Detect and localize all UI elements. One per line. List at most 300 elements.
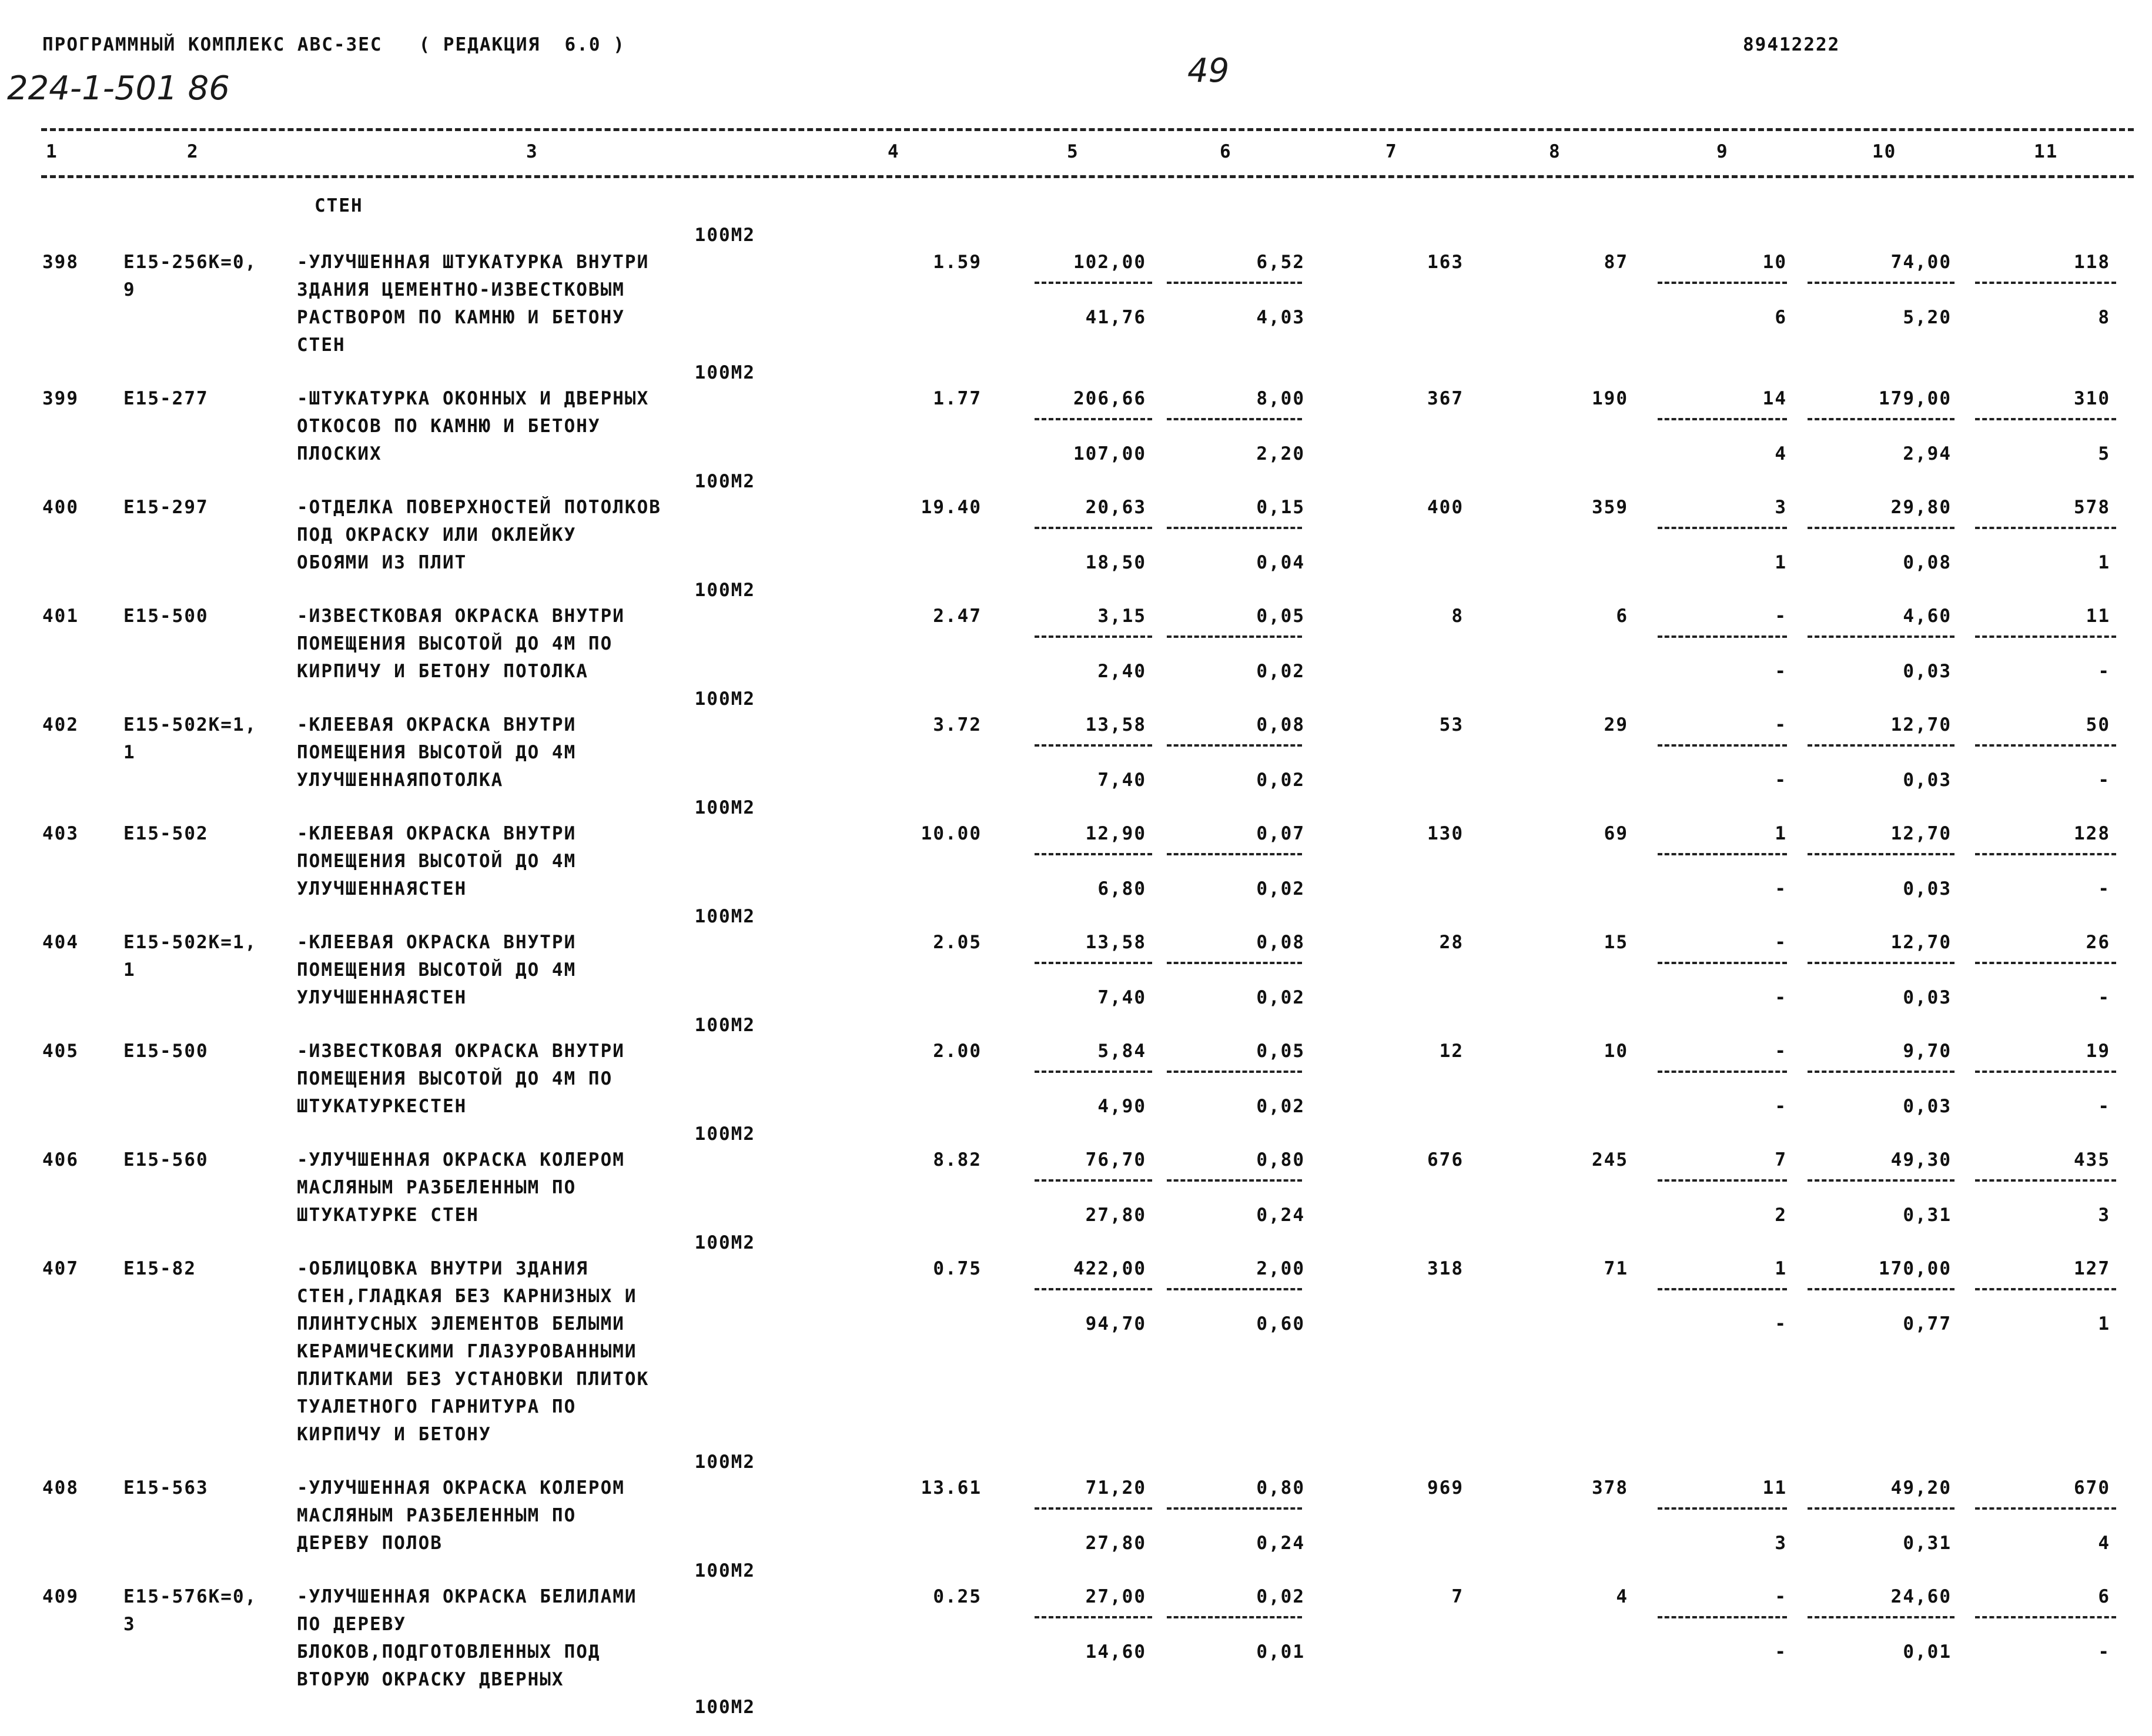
total-wage-value: 87 xyxy=(1604,252,1628,273)
continued-description: СТЕН xyxy=(314,195,363,216)
unit-machine-wage-value: 0,02 xyxy=(1256,1096,1305,1117)
unit-machine-wage-value: 0,02 xyxy=(1256,770,1305,791)
column-header: 3 xyxy=(526,141,538,162)
labor-machinist-unit-value: 5,20 xyxy=(1903,307,1952,328)
resource-code: Е15-297 xyxy=(123,497,209,518)
unit-wage-value: 2,40 xyxy=(1097,661,1146,682)
handwritten-page-number: 49 xyxy=(1187,52,1230,90)
quantity-value: 2.05 xyxy=(933,932,982,953)
quantity-value: 13.61 xyxy=(921,1477,982,1498)
row-number: 403 xyxy=(42,823,79,844)
column-header: 5 xyxy=(1067,141,1079,162)
labor-unit-value: 74,00 xyxy=(1890,252,1952,273)
work-description-line: ПОМЕЩЕНИЯ ВЫСОТОЙ ДО 4М xyxy=(297,959,577,981)
row-number: 399 xyxy=(42,388,79,409)
labor-unit-value: 49,30 xyxy=(1890,1149,1952,1170)
machine-wage-total-value: 1 xyxy=(1775,552,1787,573)
labor-machinist-unit-value: 0,08 xyxy=(1903,552,1952,573)
work-description-line: ПОД ОКРАСКУ ИЛИ ОКЛЕЙКУ xyxy=(297,524,577,546)
resource-code: Е15-502 xyxy=(123,823,209,844)
labor-total-value: 6 xyxy=(2098,1586,2110,1607)
quantity-value: 10.00 xyxy=(921,823,982,844)
cost-separator xyxy=(1035,1616,1152,1618)
work-description-line: ВТОРУЮ ОКРАСКУ ДВЕРНЫХ xyxy=(297,1669,564,1690)
labor-separator xyxy=(1808,1616,1954,1618)
labor-machinist-unit-value: 0,01 xyxy=(1903,1641,1952,1663)
work-description-line: МАСЛЯНЫМ РАЗБЕЛЕННЫМ ПО xyxy=(297,1505,577,1526)
machine-total-value: 1 xyxy=(1775,1258,1787,1279)
labor-separator xyxy=(1808,1288,1954,1290)
column-header: 8 xyxy=(1549,141,1561,162)
cost-separator xyxy=(1035,1179,1152,1182)
total-cost-value: 8 xyxy=(1451,606,1464,627)
total-wage-value: 10 xyxy=(1604,1041,1628,1062)
labor-separator xyxy=(1808,527,1954,529)
machine-wage-total-value: 2 xyxy=(1775,1205,1787,1226)
cost-separator xyxy=(1035,418,1152,420)
machine-separator xyxy=(1167,282,1302,284)
work-description-line: РАСТВОРОМ ПО КАМНЮ И БЕТОНУ xyxy=(297,307,625,328)
total-wage-value: 190 xyxy=(1592,388,1628,409)
labor-total-separator xyxy=(1975,1179,2116,1182)
row-number: 409 xyxy=(42,1586,79,1607)
resource-code: Е15-277 xyxy=(123,388,209,409)
labor-separator xyxy=(1808,635,1954,638)
machine-separator xyxy=(1167,1288,1302,1290)
machine-total-value: 7 xyxy=(1775,1149,1787,1170)
unit-machine-value: 0,05 xyxy=(1256,1041,1305,1062)
machine-wage-total-value: 4 xyxy=(1775,443,1787,464)
column-header: 11 xyxy=(2034,141,2059,162)
quantity-value: 1.77 xyxy=(933,388,982,409)
unit-machine-value: 0,15 xyxy=(1256,497,1305,518)
work-description-line: -КЛЕЕВАЯ ОКРАСКА ВНУТРИ xyxy=(297,823,577,844)
unit-label: 100М2 xyxy=(694,362,755,383)
resource-code: Е15-502К=1, xyxy=(123,714,257,735)
labor-machinist-total-value: 1 xyxy=(2098,1313,2110,1334)
unit-label: 100М2 xyxy=(694,906,755,927)
labor-total-separator xyxy=(1975,635,2116,638)
total-wage-value: 71 xyxy=(1604,1258,1628,1279)
column-header: 10 xyxy=(1872,141,1897,162)
work-description-line: УЛУЧШЕННАЯСТЕН xyxy=(297,878,467,899)
total-wage-value: 4 xyxy=(1616,1586,1628,1607)
labor-machinist-total-value: 3 xyxy=(2098,1205,2110,1226)
machine-total-separator xyxy=(1658,962,1787,964)
labor-machinist-total-value: - xyxy=(2098,661,2110,682)
machine-total-value: - xyxy=(1775,932,1787,953)
labor-machinist-unit-value: 0,77 xyxy=(1903,1313,1952,1334)
machine-total-separator xyxy=(1658,418,1787,420)
work-description-line: КИРПИЧУ И БЕТОНУ xyxy=(297,1424,491,1445)
work-description-line: КИРПИЧУ И БЕТОНУ ПОТОЛКА xyxy=(297,661,588,682)
unit-cost-value: 102,00 xyxy=(1073,252,1146,273)
machine-wage-total-value: - xyxy=(1775,1641,1787,1663)
machine-total-separator xyxy=(1658,1179,1787,1182)
unit-cost-value: 71,20 xyxy=(1085,1477,1146,1498)
total-wage-value: 245 xyxy=(1592,1149,1628,1170)
machine-separator xyxy=(1167,635,1302,638)
work-description-line: ПОМЕЩЕНИЯ ВЫСОТОЙ ДО 4М ПО xyxy=(297,633,613,654)
column-header: 9 xyxy=(1716,141,1729,162)
labor-total-separator xyxy=(1975,962,2116,964)
unit-cost-value: 5,84 xyxy=(1097,1041,1146,1062)
machine-separator xyxy=(1167,1071,1302,1073)
total-wage-value: 359 xyxy=(1592,497,1628,518)
unit-machine-wage-value: 0,04 xyxy=(1256,552,1305,573)
unit-wage-value: 7,40 xyxy=(1097,987,1146,1008)
unit-machine-value: 8,00 xyxy=(1256,388,1305,409)
resource-code: Е15-500 xyxy=(123,1041,209,1062)
machine-wage-total-value: - xyxy=(1775,987,1787,1008)
labor-unit-value: 24,60 xyxy=(1890,1586,1952,1607)
labor-unit-value: 12,70 xyxy=(1890,932,1952,953)
unit-wage-value: 14,60 xyxy=(1085,1641,1146,1663)
work-description-line: ПОМЕЩЕНИЯ ВЫСОТОЙ ДО 4М ПО xyxy=(297,1068,613,1089)
unit-machine-wage-value: 4,03 xyxy=(1256,307,1305,328)
unit-wage-value: 27,80 xyxy=(1085,1533,1146,1554)
total-wage-value: 29 xyxy=(1604,714,1628,735)
labor-total-value: 310 xyxy=(2074,388,2110,409)
work-description-line: ПО ДЕРЕВУ xyxy=(297,1614,406,1635)
row-number: 402 xyxy=(42,714,79,735)
labor-machinist-unit-value: 0,03 xyxy=(1903,1096,1952,1117)
cost-separator xyxy=(1035,962,1152,964)
labor-total-value: 127 xyxy=(2074,1258,2110,1279)
labor-separator xyxy=(1808,1179,1954,1182)
unit-label: 100М2 xyxy=(694,688,755,710)
machine-wage-total-value: - xyxy=(1775,1313,1787,1334)
total-cost-value: 28 xyxy=(1439,932,1464,953)
work-description-line: -УЛУЧШЕННАЯ ОКРАСКА БЕЛИЛАМИ xyxy=(297,1586,637,1607)
labor-machinist-unit-value: 0,31 xyxy=(1903,1533,1952,1554)
machine-total-separator xyxy=(1658,1616,1787,1618)
unit-wage-value: 107,00 xyxy=(1073,443,1146,464)
unit-wage-value: 7,40 xyxy=(1097,770,1146,791)
work-description-line: УЛУЧШЕННАЯСТЕН xyxy=(297,987,467,1008)
labor-total-separator xyxy=(1975,527,2116,529)
work-description-line: КЕРАМИЧЕСКИМИ ГЛАЗУРОВАННЫМИ xyxy=(297,1341,637,1362)
row-number: 407 xyxy=(42,1258,79,1279)
handwritten-code: 224-1-501 86 xyxy=(7,69,230,108)
total-wage-value: 69 xyxy=(1604,823,1628,844)
machine-total-value: 14 xyxy=(1762,388,1787,409)
unit-label: 100М2 xyxy=(694,1232,755,1253)
total-cost-value: 12 xyxy=(1439,1041,1464,1062)
labor-machinist-unit-value: 2,94 xyxy=(1903,443,1952,464)
unit-machine-wage-value: 0,60 xyxy=(1256,1313,1305,1334)
machine-total-separator xyxy=(1658,1071,1787,1073)
unit-wage-value: 94,70 xyxy=(1085,1313,1146,1334)
unit-label: 100М2 xyxy=(694,1015,755,1036)
unit-label: 100М2 xyxy=(694,471,755,492)
machine-total-value: - xyxy=(1775,714,1787,735)
unit-wage-value: 27,80 xyxy=(1085,1205,1146,1226)
quantity-value: 19.40 xyxy=(921,497,982,518)
unit-machine-wage-value: 0,01 xyxy=(1256,1641,1305,1663)
machine-separator xyxy=(1167,744,1302,747)
row-number: 405 xyxy=(42,1041,79,1062)
work-description-line: ПОМЕЩЕНИЯ ВЫСОТОЙ ДО 4М xyxy=(297,851,577,872)
unit-label: 100М2 xyxy=(694,1451,755,1473)
machine-separator xyxy=(1167,853,1302,855)
total-cost-value: 7 xyxy=(1451,1586,1464,1607)
work-description-line: -ИЗВЕСТКОВАЯ ОКРАСКА ВНУТРИ xyxy=(297,1041,625,1062)
unit-machine-wage-value: 0,24 xyxy=(1256,1533,1305,1554)
labor-total-value: 578 xyxy=(2074,497,2110,518)
unit-cost-value: 3,15 xyxy=(1097,606,1146,627)
row-number: 406 xyxy=(42,1149,79,1170)
machine-wage-total-value: - xyxy=(1775,1096,1787,1117)
work-description-line: ШТУКАТУРКЕ СТЕН xyxy=(297,1205,479,1226)
labor-machinist-total-value: - xyxy=(2098,1641,2110,1663)
cost-separator xyxy=(1035,853,1152,855)
work-description-line: ОБОЯМИ ИЗ ПЛИТ xyxy=(297,552,467,573)
machine-wage-total-value: 3 xyxy=(1775,1533,1787,1554)
labor-machinist-unit-value: 0,03 xyxy=(1903,661,1952,682)
quantity-value: 8.82 xyxy=(933,1149,982,1170)
labor-unit-value: 4,60 xyxy=(1903,606,1952,627)
work-description-line: МАСЛЯНЫМ РАЗБЕЛЕННЫМ ПО xyxy=(297,1177,577,1198)
machine-wage-total-value: 6 xyxy=(1775,307,1787,328)
total-cost-value: 53 xyxy=(1439,714,1464,735)
unit-machine-value: 2,00 xyxy=(1256,1258,1305,1279)
machine-total-value: - xyxy=(1775,1586,1787,1607)
labor-separator xyxy=(1808,282,1954,284)
total-cost-value: 318 xyxy=(1427,1258,1464,1279)
labor-machinist-unit-value: 0,03 xyxy=(1903,770,1952,791)
labor-separator xyxy=(1808,1507,1954,1510)
column-header: 1 xyxy=(46,141,58,162)
labor-machinist-total-value: 1 xyxy=(2098,552,2110,573)
labor-total-value: 670 xyxy=(2074,1477,2110,1498)
resource-code-suffix: 1 xyxy=(123,742,136,763)
machine-wage-total-value: - xyxy=(1775,878,1787,899)
machine-total-separator xyxy=(1658,853,1787,855)
cost-separator xyxy=(1035,1071,1152,1073)
labor-separator xyxy=(1808,418,1954,420)
total-cost-value: 130 xyxy=(1427,823,1464,844)
machine-total-value: 1 xyxy=(1775,823,1787,844)
cost-separator xyxy=(1035,744,1152,747)
machine-total-separator xyxy=(1658,1288,1787,1290)
unit-cost-value: 27,00 xyxy=(1085,1586,1146,1607)
labor-total-separator xyxy=(1975,418,2116,420)
work-description-line: -ОБЛИЦОВКА ВНУТРИ ЗДАНИЯ xyxy=(297,1258,588,1279)
work-description-line: -ИЗВЕСТКОВАЯ ОКРАСКА ВНУТРИ xyxy=(297,606,625,627)
work-description-line: ПЛИНТУСНЫХ ЭЛЕМЕНТОВ БЕЛЫМИ xyxy=(297,1313,625,1334)
quantity-value: 1.59 xyxy=(933,252,982,273)
labor-machinist-total-value: 4 xyxy=(2098,1533,2110,1554)
machine-total-value: - xyxy=(1775,606,1787,627)
labor-total-value: 26 xyxy=(2086,932,2110,953)
unit-machine-value: 0,80 xyxy=(1256,1149,1305,1170)
machine-total-separator xyxy=(1658,744,1787,747)
cost-separator xyxy=(1035,282,1152,284)
work-description-line: СТЕН,ГЛАДКАЯ БЕЗ КАРНИЗНЫХ И xyxy=(297,1286,637,1307)
resource-code: Е15-576К=0, xyxy=(123,1586,257,1607)
machine-separator xyxy=(1167,962,1302,964)
labor-machinist-total-value: - xyxy=(2098,1096,2110,1117)
program-title: ПРОГРАММНЫЙ КОМПЛЕКС АВС-ЗЕС ( РЕДАКЦИЯ 6.0 ) xyxy=(42,34,625,55)
total-cost-value: 163 xyxy=(1427,252,1464,273)
unit-machine-value: 0,80 xyxy=(1256,1477,1305,1498)
labor-unit-value: 170,00 xyxy=(1879,1258,1952,1279)
machine-total-value: 10 xyxy=(1762,252,1787,273)
total-wage-value: 6 xyxy=(1616,606,1628,627)
machine-wage-total-value: - xyxy=(1775,770,1787,791)
unit-machine-value: 0,05 xyxy=(1256,606,1305,627)
unit-machine-wage-value: 0,02 xyxy=(1256,878,1305,899)
work-description-line: ПОМЕЩЕНИЯ ВЫСОТОЙ ДО 4М xyxy=(297,742,577,763)
resource-code-suffix: 9 xyxy=(123,279,136,300)
labor-unit-value: 179,00 xyxy=(1879,388,1952,409)
labor-machinist-total-value: - xyxy=(2098,770,2110,791)
unit-label: 100М2 xyxy=(694,1560,755,1581)
work-description-line: -КЛЕЕВАЯ ОКРАСКА ВНУТРИ xyxy=(297,714,577,735)
machine-separator xyxy=(1167,527,1302,529)
work-description-line: ОТКОСОВ ПО КАМНЮ И БЕТОНУ xyxy=(297,416,601,437)
labor-total-value: 118 xyxy=(2074,252,2110,273)
unit-wage-value: 6,80 xyxy=(1097,878,1146,899)
work-description-line: -КЛЕЕВАЯ ОКРАСКА ВНУТРИ xyxy=(297,932,577,953)
work-description-line: ДЕРЕВУ ПОЛОВ xyxy=(297,1533,443,1554)
labor-total-value: 19 xyxy=(2086,1041,2110,1062)
unit-wage-value: 4,90 xyxy=(1097,1096,1146,1117)
labor-machinist-unit-value: 0,03 xyxy=(1903,987,1952,1008)
labor-total-value: 11 xyxy=(2086,606,2110,627)
labor-machinist-unit-value: 0,03 xyxy=(1903,878,1952,899)
cost-separator xyxy=(1035,1288,1152,1290)
unit-machine-value: 0,08 xyxy=(1256,714,1305,735)
machine-total-value: 11 xyxy=(1762,1477,1787,1498)
cost-separator xyxy=(1035,1507,1152,1510)
labor-total-separator xyxy=(1975,1616,2116,1618)
unit-cost-value: 13,58 xyxy=(1085,714,1146,735)
resource-code-suffix: 1 xyxy=(123,959,136,981)
labor-total-separator xyxy=(1975,282,2116,284)
unit-cost-value: 422,00 xyxy=(1073,1258,1146,1279)
work-description-line: -ОТДЕЛКА ПОВЕРХНОСТЕЙ ПОТОЛКОВ xyxy=(297,497,661,518)
unit-machine-value: 0,08 xyxy=(1256,932,1305,953)
labor-total-separator xyxy=(1975,1507,2116,1510)
resource-code: Е15-502К=1, xyxy=(123,932,257,953)
machine-separator xyxy=(1167,1179,1302,1182)
labor-separator xyxy=(1808,853,1954,855)
row-number: 398 xyxy=(42,252,79,273)
unit-label: 100М2 xyxy=(694,1123,755,1145)
unit-machine-wage-value: 0,24 xyxy=(1256,1205,1305,1226)
labor-total-value: 128 xyxy=(2074,823,2110,844)
unit-label: 100М2 xyxy=(694,225,755,246)
machine-separator xyxy=(1167,1616,1302,1618)
machine-separator xyxy=(1167,418,1302,420)
unit-cost-value: 206,66 xyxy=(1073,388,1146,409)
labor-total-separator xyxy=(1975,744,2116,747)
labor-unit-value: 9,70 xyxy=(1903,1041,1952,1062)
quantity-value: 3.72 xyxy=(933,714,982,735)
unit-machine-wage-value: 2,20 xyxy=(1256,443,1305,464)
labor-separator xyxy=(1808,744,1954,747)
work-description-line: ТУАЛЕТНОГО ГАРНИТУРА ПО xyxy=(297,1396,577,1417)
labor-total-separator xyxy=(1975,1071,2116,1073)
labor-total-value: 50 xyxy=(2086,714,2110,735)
labor-total-separator xyxy=(1975,1288,2116,1290)
work-description-line: СТЕН xyxy=(297,335,346,356)
labor-unit-value: 49,20 xyxy=(1890,1477,1952,1498)
unit-cost-value: 12,90 xyxy=(1085,823,1146,844)
total-cost-value: 969 xyxy=(1427,1477,1464,1498)
unit-wage-value: 41,76 xyxy=(1085,307,1146,328)
unit-label: 100М2 xyxy=(694,797,755,818)
labor-machinist-total-value: 8 xyxy=(2098,307,2110,328)
column-header: 2 xyxy=(187,141,199,162)
labor-unit-value: 12,70 xyxy=(1890,714,1952,735)
quantity-value: 0.25 xyxy=(933,1586,982,1607)
labor-separator xyxy=(1808,1071,1954,1073)
machine-total-separator xyxy=(1658,635,1787,638)
work-description-line: -УЛУЧШЕННАЯ ШТУКАТУРКА ВНУТРИ xyxy=(297,252,650,273)
row-number: 400 xyxy=(42,497,79,518)
resource-code: Е15-82 xyxy=(123,1258,196,1279)
cost-separator xyxy=(1035,527,1152,529)
machine-total-value: 3 xyxy=(1775,497,1787,518)
machine-total-separator xyxy=(1658,282,1787,284)
resource-code: Е15-500 xyxy=(123,606,209,627)
unit-cost-value: 76,70 xyxy=(1085,1149,1146,1170)
total-wage-value: 378 xyxy=(1592,1477,1628,1498)
work-description-line: ШТУКАТУРКЕСТЕН xyxy=(297,1096,467,1117)
document-number: 89412222 xyxy=(1743,34,1840,55)
unit-label: 100М2 xyxy=(694,1697,755,1718)
work-description-line: УЛУЧШЕННАЯПОТОЛКА xyxy=(297,770,504,791)
row-number: 401 xyxy=(42,606,79,627)
row-number: 404 xyxy=(42,932,79,953)
labor-machinist-total-value: - xyxy=(2098,878,2110,899)
column-header: 4 xyxy=(888,141,900,162)
work-description-line: БЛОКОВ,ПОДГОТОВЛЕННЫХ ПОД xyxy=(297,1641,601,1663)
resource-code: Е15-560 xyxy=(123,1149,209,1170)
labor-total-separator xyxy=(1975,853,2116,855)
resource-code: Е15-256К=0, xyxy=(123,252,257,273)
table-header-rule xyxy=(41,175,2134,178)
unit-cost-value: 13,58 xyxy=(1085,932,1146,953)
work-description-line: -ШТУКАТУРКА ОКОННЫХ И ДВЕРНЫХ xyxy=(297,388,650,409)
unit-machine-value: 6,52 xyxy=(1256,252,1305,273)
total-wage-value: 15 xyxy=(1604,932,1628,953)
machine-total-separator xyxy=(1658,1507,1787,1510)
work-description-line: ПЛОСКИХ xyxy=(297,443,382,464)
unit-label: 100М2 xyxy=(694,580,755,601)
work-description-line: ПЛИТКАМИ БЕЗ УСТАНОВКИ ПЛИТОК xyxy=(297,1369,650,1390)
machine-total-separator xyxy=(1658,527,1787,529)
labor-machinist-unit-value: 0,31 xyxy=(1903,1205,1952,1226)
quantity-value: 0.75 xyxy=(933,1258,982,1279)
labor-unit-value: 12,70 xyxy=(1890,823,1952,844)
cost-separator xyxy=(1035,635,1152,638)
total-cost-value: 367 xyxy=(1427,388,1464,409)
machine-wage-total-value: - xyxy=(1775,661,1787,682)
machine-separator xyxy=(1167,1507,1302,1510)
unit-machine-wage-value: 0,02 xyxy=(1256,987,1305,1008)
resource-code-suffix: 3 xyxy=(123,1614,136,1635)
machine-total-value: - xyxy=(1775,1041,1787,1062)
row-number: 408 xyxy=(42,1477,79,1498)
labor-machinist-total-value: - xyxy=(2098,987,2110,1008)
labor-machinist-total-value: 5 xyxy=(2098,443,2110,464)
labor-unit-value: 29,80 xyxy=(1890,497,1952,518)
unit-machine-wage-value: 0,02 xyxy=(1256,661,1305,682)
